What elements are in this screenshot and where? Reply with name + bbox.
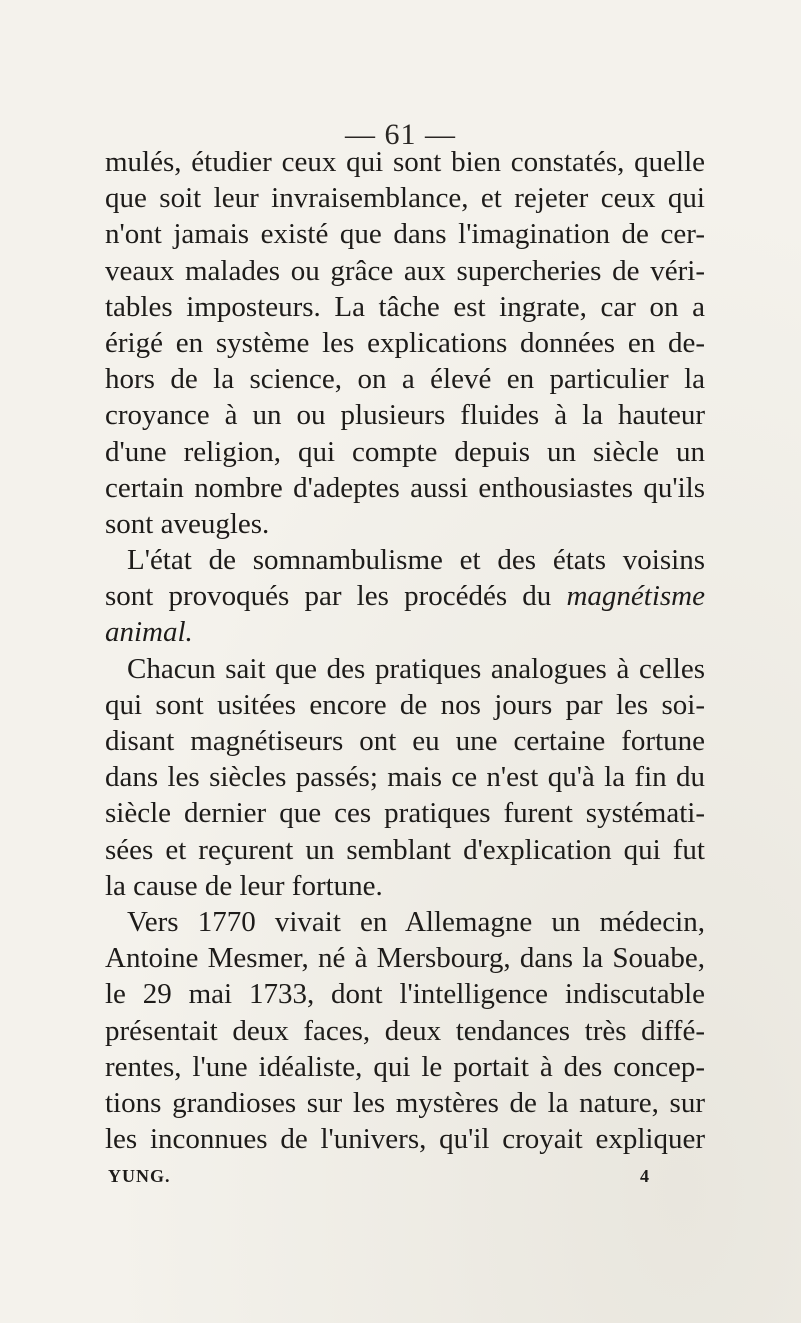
- text-line: disant magnétiseurs ont eu une certaine fortune: [105, 725, 705, 757]
- text-line: [105, 614, 705, 650]
- page-number: — 61 —: [345, 118, 456, 151]
- text-line: d'une religion, qui compte depuis un siècle un: [105, 435, 705, 468]
- text-line: dans les siècles passés; mais ce n'est qu'à la fin du: [105, 761, 705, 794]
- text-line: croyance à un ou plusieurs fluides à la hauteur: [105, 399, 705, 432]
- footer-signature-author: YUNG.: [108, 1166, 171, 1186]
- text-line: Vers 1770 vivait en Allemagne un médecin,: [127, 905, 705, 938]
- italic-term: animal.: [105, 616, 193, 649]
- text-line: certain nombre d'adeptes aussi enthousiastes qu'ils: [105, 471, 705, 504]
- footer-signature-number: 4: [640, 1166, 650, 1186]
- text-line: [105, 578, 705, 614]
- text-line: tions grandioses sur les mystères de la nature, sur: [105, 1086, 705, 1119]
- text-line: n'ont jamais existé que dans l'imagination de cer-: [105, 218, 705, 251]
- text-segment: sont provoqués par les procédés du: [105, 580, 552, 613]
- text-line: sont aveugles.: [105, 507, 270, 540]
- text-line: la cause de leur fortune.: [105, 869, 383, 902]
- text-line: veaux malades ou grâce aux supercheries de véri-: [105, 254, 705, 287]
- text-line: mulés, étudier ceux qui sont bien constatés, quelle: [105, 146, 705, 178]
- text-line: sées et reçurent un semblant d'explication qui fut: [105, 833, 705, 866]
- text-line: que soit leur invraisemblance, et rejeter ceux qui: [105, 182, 705, 215]
- text-line: les inconnues de l'univers, qu'il croyait expliquer: [105, 1123, 705, 1156]
- text-line: tables imposteurs. La tâche est ingrate, car on a: [105, 290, 705, 323]
- text-line: Chacun sait que des pratiques analogues à celles: [127, 652, 705, 685]
- text-line: qui sont usitées encore de nos jours par les soi-: [105, 688, 705, 721]
- italic-term: magnétisme: [566, 580, 705, 613]
- text-line: érigé en système les explications données en de-: [105, 326, 705, 359]
- text-line: hors de la science, on a élevé en particulier la: [105, 363, 705, 396]
- page-footer: [108, 1166, 698, 1192]
- text-line: siècle dernier que ces pratiques furent systémati-: [105, 797, 705, 830]
- text-line: présentait deux faces, deux tendances très diffé-: [105, 1014, 705, 1047]
- text-line: rentes, l'une idéaliste, qui le portait à des concep-: [105, 1050, 705, 1083]
- body-text: [105, 144, 705, 1157]
- text-line: Antoine Mesmer, né à Mersbourg, dans la Souabe,: [105, 942, 705, 975]
- text-line: le 29 mai 1733, dont l'intelligence indiscutable: [105, 978, 705, 1011]
- text-line: L'état de somnambulisme et des états voisins: [127, 544, 705, 577]
